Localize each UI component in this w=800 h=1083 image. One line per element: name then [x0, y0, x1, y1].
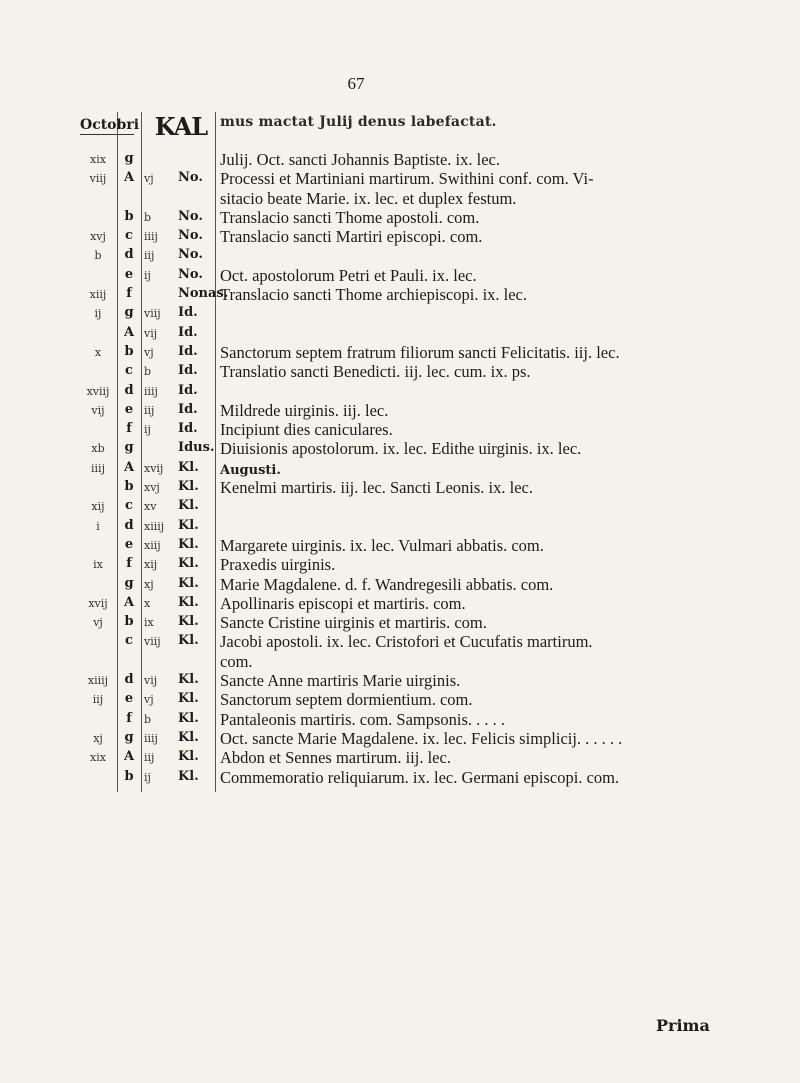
dominical-letter: b: [124, 479, 134, 495]
calendar-row: [80, 632, 770, 651]
feast-entry: Margarete uirginis. ix. lec. Vulmari abbatis. com.: [220, 535, 544, 555]
calendar-row: [80, 690, 770, 709]
dominical-letter: f: [126, 710, 132, 726]
day-numeral: b: [144, 210, 152, 224]
feast-entry: Oct. sancte Marie Magdalene. ix. lec. Felicis simplicij. . . . . .: [220, 728, 623, 748]
roman-date: Id.: [178, 324, 198, 340]
feast-entry: Sancte Cristine uirginis et martiris. com.: [220, 613, 487, 633]
calendar-row: [80, 246, 770, 265]
calendar-row: [80, 266, 770, 285]
calendar-row: [80, 324, 770, 343]
calendar-row: [80, 768, 770, 787]
golden-number: ij: [94, 307, 102, 321]
day-numeral: ij: [144, 268, 151, 282]
day-numeral: b: [144, 712, 152, 726]
calendar-row: [80, 555, 770, 574]
calendar-row: [80, 613, 770, 632]
feast-entry: Jacobi apostoli. ix. lec. Cristofori et Cucufatis martirum.: [220, 632, 593, 652]
page-number: 67: [347, 74, 365, 93]
golden-number: xj: [93, 731, 103, 745]
day-numeral: viij: [144, 635, 161, 649]
calendar-row: [80, 594, 770, 613]
feast-entry: Sanctorum septem fratrum filiorum sancti Felicitatis. iij. lec.: [220, 342, 620, 362]
month-label: Octobri: [80, 117, 140, 133]
dominical-letter: g: [124, 151, 134, 166]
golden-number: b: [94, 249, 102, 263]
day-numeral: xvij: [144, 461, 164, 475]
feast-entry: Julij. Oct. sancti Johannis Baptiste. ix. lec.: [220, 150, 501, 169]
golden-number: vij: [91, 403, 105, 417]
day-numeral: iiij: [144, 731, 158, 745]
calendar-row: [80, 420, 770, 439]
golden-number: i: [96, 519, 100, 533]
day-numeral: iiij: [144, 384, 158, 398]
day-numeral: iiij: [144, 230, 158, 244]
feast-entry: Apollinaris episcopi et martiris. com.: [220, 593, 466, 613]
feast-entry: Oct. apostolorum Petri et Pauli. ix. lec.: [220, 265, 477, 285]
dominical-letter: A: [123, 324, 135, 340]
dominical-letter: f: [126, 556, 132, 572]
dominical-letter: f: [126, 286, 132, 302]
golden-number: xvj: [90, 230, 106, 244]
day-numeral: xvj: [144, 481, 160, 495]
calendar-row: [80, 169, 770, 188]
day-numeral: ix: [144, 616, 154, 630]
dominical-letter: A: [123, 459, 135, 475]
calendar-rows: [80, 150, 770, 787]
golden-number: vj: [93, 616, 103, 630]
calendar-row: [80, 304, 770, 323]
day-numeral: xiiij: [144, 519, 165, 533]
golden-number: x: [94, 345, 102, 359]
calendar-row: [80, 536, 770, 555]
calendar-row: [80, 382, 770, 401]
golden-number: xvij: [88, 596, 108, 610]
feast-entry: Processi et Martiniani martirum. Swithini conf. com. Vi-: [220, 169, 594, 189]
roman-date: Kl.: [178, 536, 199, 552]
roman-date: Id.: [178, 363, 198, 379]
calendar-row: [80, 285, 770, 304]
day-numeral: vij: [144, 674, 158, 688]
calendar-row: [80, 150, 770, 169]
day-numeral: iij: [144, 751, 155, 765]
feast-entry: Marie Magdalene. d. f. Wandregesili abbatis. com.: [220, 574, 554, 594]
day-numeral: viij: [144, 307, 161, 321]
day-numeral: xv: [144, 500, 157, 514]
dominical-letter: d: [124, 672, 134, 688]
dominical-letter: c: [125, 633, 133, 649]
day-numeral: ij: [144, 770, 151, 784]
roman-date: No.: [178, 247, 203, 263]
roman-date: Id.: [178, 343, 198, 359]
golden-number: xiiij: [87, 674, 109, 688]
calendar-row: [80, 652, 770, 671]
feast-entry: Augusti.: [220, 462, 281, 478]
roman-date: Id.: [178, 382, 198, 398]
dominical-letter: c: [125, 498, 133, 514]
day-numeral: vj: [144, 693, 154, 707]
roman-date: Kl.: [178, 517, 199, 533]
feast-entry: Diuisionis apostolorum. ix. lec. Edithe uirginis. ix. lec.: [220, 439, 582, 459]
catchword: Prima: [656, 1016, 710, 1035]
roman-date: Kl.: [178, 729, 199, 745]
roman-date: Kl.: [178, 498, 199, 514]
roman-date: No.: [178, 208, 203, 224]
calendar-row: [80, 439, 770, 458]
dominical-letter: A: [123, 749, 135, 765]
feast-entry: Incipiunt dies caniculares.: [220, 420, 393, 440]
feast-entry: Translacio sancti Thome archiepiscopi. ix. lec.: [220, 285, 528, 305]
feast-entry: Translacio sancti Martiri episcopi. com.: [220, 227, 483, 247]
dominical-letter: b: [124, 614, 134, 630]
dominical-letter: g: [124, 305, 134, 321]
calendar-table: [80, 112, 770, 787]
dominical-letter: A: [123, 594, 135, 610]
roman-date: Kl.: [178, 556, 199, 572]
dominical-letter: b: [124, 768, 134, 784]
roman-date: Idus.: [178, 440, 215, 456]
feast-entry: sitacio beate Marie. ix. lec. et duplex festum.: [220, 188, 517, 208]
day-numeral: vij: [144, 326, 158, 340]
day-numeral: x: [144, 596, 151, 610]
roman-date: Kl.: [178, 710, 199, 726]
roman-date: Kl.: [178, 672, 199, 688]
calendar-row: [80, 189, 770, 208]
header-verse: mus mactat Julij denus labefactat.: [220, 114, 497, 130]
feast-entry: com.: [220, 651, 253, 671]
golden-number: iij: [92, 693, 104, 707]
dominical-letter: b: [124, 343, 134, 359]
feast-entry: Commemoratio reliquiarum. ix. lec. Germani episcopi. com.: [220, 767, 620, 787]
roman-date: Id.: [178, 305, 198, 321]
roman-date: No.: [178, 228, 203, 244]
golden-number: viij: [89, 172, 107, 186]
roman-date: Kl.: [178, 749, 199, 765]
dominical-letter: A: [123, 170, 135, 186]
day-numeral: iij: [144, 403, 155, 417]
calendar-row: [80, 575, 770, 594]
feast-entry: Sancte Anne martiris Marie uirginis.: [220, 671, 461, 691]
day-numeral: ij: [144, 423, 151, 437]
golden-number: xix: [90, 751, 106, 765]
kal-label: KAL: [154, 112, 208, 141]
golden-number: ix: [93, 558, 103, 572]
feast-entry: Mildrede uirginis. iij. lec.: [220, 400, 389, 420]
calendar-row: [80, 362, 770, 381]
roman-date: Kl.: [178, 459, 199, 475]
feast-entry: Sanctorum septem dormientium. com.: [220, 690, 473, 710]
roman-date: Nonas.: [178, 286, 229, 302]
roman-date: Kl.: [178, 614, 199, 630]
roman-date: Kl.: [178, 691, 199, 707]
golden-number: xij: [91, 500, 105, 514]
day-numeral: b: [144, 365, 152, 379]
calendar-row: [80, 227, 770, 246]
calendar-row: [80, 671, 770, 690]
feast-entry: Kenelmi martiris. iij. lec. Sancti Leonis. ix. lec.: [220, 478, 533, 498]
day-numeral: vj: [144, 172, 154, 186]
calendar-row: [80, 343, 770, 362]
calendar-row: [80, 459, 770, 478]
roman-date: Id.: [178, 421, 198, 437]
calendar-row: [80, 748, 770, 767]
dominical-letter: d: [124, 382, 134, 398]
dominical-letter: d: [124, 247, 134, 263]
roman-date: Kl.: [178, 479, 199, 495]
calendar-row: [80, 517, 770, 536]
roman-date: No.: [178, 266, 203, 282]
feast-entry: Praxedis uirginis.: [220, 555, 336, 575]
dominical-letter: e: [124, 691, 134, 707]
dominical-letter: e: [124, 536, 134, 552]
calendar-row: [80, 710, 770, 729]
dominical-letter: g: [124, 575, 134, 591]
golden-number: xviij: [86, 384, 110, 398]
dominical-letter: c: [125, 363, 133, 379]
day-numeral: xij: [144, 558, 158, 572]
golden-number: xiij: [89, 288, 107, 302]
dominical-letter: e: [124, 266, 134, 282]
dominical-letter: c: [125, 228, 133, 244]
roman-date: Id.: [178, 401, 198, 417]
golden-number: xix: [90, 153, 106, 166]
day-numeral: iij: [144, 249, 155, 263]
feast-entry: Pantaleonis martiris. com. Sampsonis. . . . .: [220, 709, 506, 729]
roman-date: No.: [178, 170, 203, 186]
roman-date: Kl.: [178, 575, 199, 591]
calendar-header: [80, 112, 770, 150]
calendar-row: [80, 478, 770, 497]
roman-date: Kl.: [178, 594, 199, 610]
dominical-letter: d: [124, 517, 134, 533]
dominical-letter: f: [126, 421, 132, 437]
dominical-letter: g: [124, 440, 134, 456]
calendar-row: [80, 497, 770, 516]
golden-number: iiij: [91, 461, 105, 475]
dominical-letter: b: [124, 208, 134, 224]
feast-entry: Abdon et Sennes martirum. iij. lec.: [220, 748, 451, 768]
day-numeral: xiij: [144, 538, 161, 552]
dominical-letter: e: [124, 401, 134, 417]
feast-entry: Translacio sancti Thome apostoli. com.: [220, 207, 480, 227]
day-numeral: vj: [144, 345, 154, 359]
roman-date: Kl.: [178, 633, 199, 649]
feast-entry: Translatio sancti Benedicti. iij. lec. cum. ix. ps.: [220, 362, 531, 382]
roman-date: Kl.: [178, 768, 199, 784]
dominical-letter: g: [124, 729, 134, 745]
calendar-row: [80, 729, 770, 748]
day-numeral: xj: [144, 577, 154, 591]
calendar-row: [80, 208, 770, 227]
golden-number: xb: [91, 442, 105, 456]
calendar-row: [80, 401, 770, 420]
